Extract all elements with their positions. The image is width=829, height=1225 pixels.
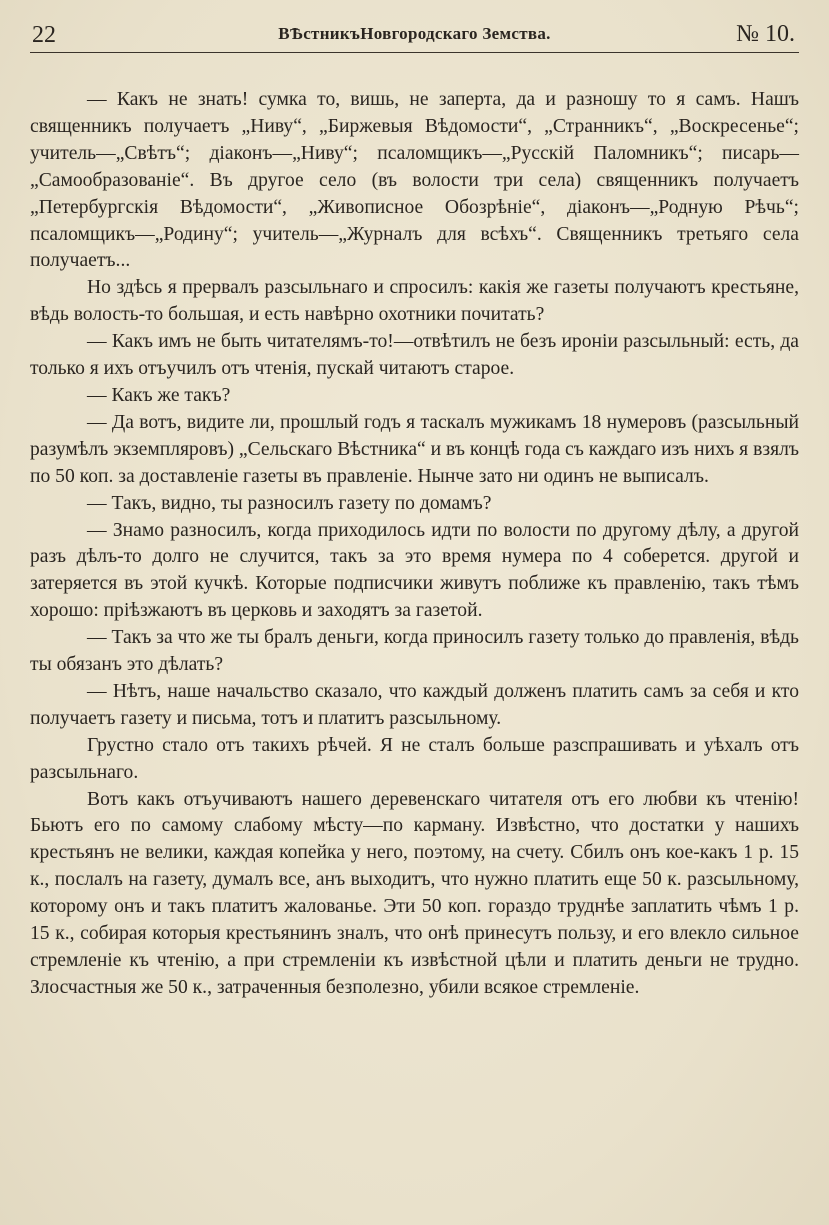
issue-number: № 10. — [736, 21, 795, 47]
paragraph: — Какъ имъ не быть читателямъ-то!—отвѣтилъ не безъ ироніи разсыльный: есть, да только я ихъ отъучилъ отъ чтенія, пускай читаютъ старое. — [30, 331, 799, 380]
paragraph: — Такъ, видно, ты разносилъ газету по домамъ? — [87, 492, 492, 514]
paragraph: — Какъ не знать! сумка то, вишь, не заперта, да и разношу то я самъ. Нашъ священникъ получаетъ „Ниву“, „Биржевыя Вѣдомости“, „Странникъ“, „Воскресенье“; учитель—„Свѣтъ“; діаконъ—„Ниву“; псаломщикъ—„Русскій Паломникъ“; писарь—„Самообразованіе“. Въ другое село (въ волости три села) священникъ получаетъ „Петербургскія Вѣдомости“, „Живописное Обозрѣніе“, діаконъ—„Родную Рѣчь“; псаломщикъ—„Родину“; учитель—„Журналъ для всѣхъ“. Священникъ третьяго села получаетъ... — [30, 89, 799, 272]
page-number: 22 — [32, 22, 56, 48]
paragraph: Грустно стало отъ такихъ рѣчей. Я не сталъ больше разспрашивать и уѣхалъ отъ разсыльнаго. — [30, 734, 799, 783]
article-body — [30, 59, 799, 1002]
paragraph: — Нѣтъ, наше начальство сказало, что каждый долженъ платить самъ за себя и кто получаетъ газету и письма, тотъ и платитъ разсыльному. — [30, 680, 799, 729]
paragraph: Вотъ какъ отъучиваютъ нашего деревенскаго читателя отъ его любви къ чтенію! Бьютъ его по самому слабому мѣсту—по карману. Извѣстно, что достатки у нашихъ крестьянъ не велики, каждая копейка у него, поэтому, на счету. Сбилъ онъ кое-какъ 1 р. 15 к., послалъ на газету, думалъ все, анъ выходитъ, что нужно платить еще 50 к. разсыльному, которому онъ и такъ платитъ жалованье. Эти 50 коп. гораздо труднѣе заплатить чѣмъ 1 р. 15 к., собирая которыя крестьянинъ зналъ, что онѣ принесутъ пользу, и его влекло сильное стремленіе къ чтенію, а при стремленіи къ извѣстной цѣли и платить деньги не трудно. Злосчастныя же 50 к., затраченныя безполезно, убили всякое стремленіе. — [30, 788, 799, 998]
page-header — [30, 18, 799, 53]
paragraph: — Да вотъ, видите ли, прошлый годъ я таскалъ мужикамъ 18 нумеровъ (разсыльный разумѣлъ экземпляровъ) „Сельскаго Вѣстника“ и въ концѣ года съ каждаго изъ нихъ я взялъ по 50 коп. за доставленіе газеты въ правленіе. Нынче зато ни одинъ не выписалъ. — [30, 411, 799, 487]
paragraph: — Какъ же такъ? — [87, 384, 231, 406]
paragraph: Но здѣсь я прервалъ разсыльнаго и спросилъ: какія же газеты получаютъ крестьяне, вѣдь волость-то большая, и есть навѣрно охотники почитать? — [30, 277, 799, 326]
paragraph: — Такъ за что же ты бралъ деньги, когда приносилъ газету только до правленія, вѣдь ты обязанъ это дѣлать? — [30, 627, 799, 676]
paragraph: — Знамо разносилъ, когда приходилось идти по волости по другому дѣлу, а другой разъ дѣлъ-то долго не случится, такъ за это время нумера по 4 соберется. другой и затеряется въ этой кучкѣ. Которые подписчики живутъ поближе къ правленію, такъ тѣмъ хорошо: пріѣзжаютъ въ церковь и заходятъ за газетой. — [30, 519, 799, 622]
journal-title: ВѢстникъНовгородскаго Земства. — [278, 24, 551, 43]
